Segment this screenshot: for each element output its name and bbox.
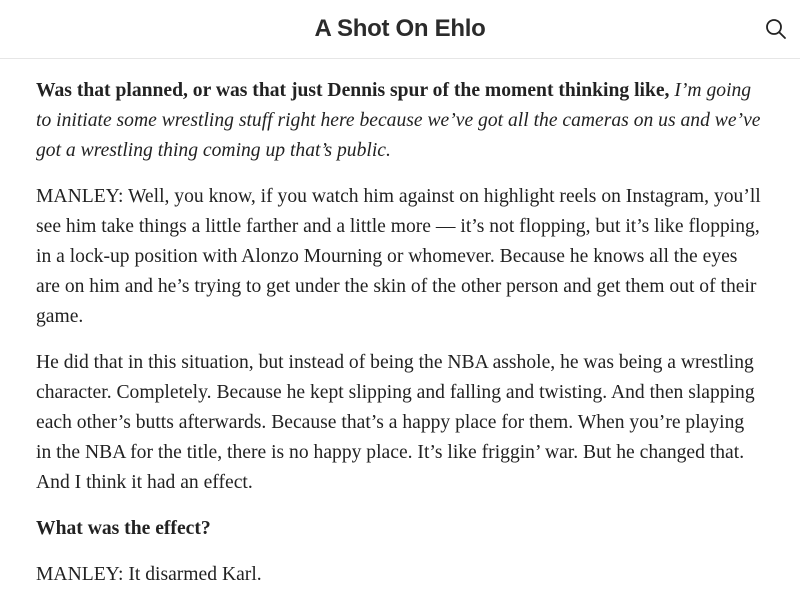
- article-body: [0, 59, 800, 590]
- top-bar: [0, 0, 800, 59]
- answer-text-2: : It disarmed Karl.: [118, 564, 262, 585]
- answer-paragraph-2: [36, 560, 764, 590]
- search-button[interactable]: [760, 13, 792, 45]
- body-paragraph: He did that in this situation, but instead of being the NBA asshole, he was being a wrestling character. Completely. Because he kept slipping and falling and twisting. And then slapping each other’s butts afterwards. Because that’s a happy place for them. When you’re playing in the NBA for the title, there is no happy place. It’s like friggin’ war. But he changed that. And I think it had an effect.: [36, 352, 755, 493]
- answer-text: : Well, you know, if you watch him against on highlight reels on Instagram, you’ll see him take things a little farther and a little more — it’s not flopping, but it’s like flopping, in a lock-up position with Alonzo Mourning or whomever. Because he knows all the eyes are on him and he’s trying to get under the skin of the other person and get them out of their game.: [36, 186, 761, 327]
- site-title[interactable]: A Shot On Ehlo: [314, 15, 486, 42]
- speaker-label-2: MANLEY: [36, 564, 119, 585]
- search-icon: [765, 18, 787, 40]
- question-paragraph: [36, 76, 764, 166]
- question-paragraph-2: What was the effect?: [36, 518, 211, 539]
- speaker-label: MANLEY: [36, 186, 119, 207]
- question-italic-text: I’m going to initiate some wrestling stuff right here because we’ve got all the cameras on us and we’ve got a wrestling thing coming up that’s public.: [36, 80, 761, 161]
- answer-paragraph: [36, 182, 764, 332]
- question-text: Was that planned, or was that just Dennis spur of the moment thinking like,: [36, 80, 670, 101]
